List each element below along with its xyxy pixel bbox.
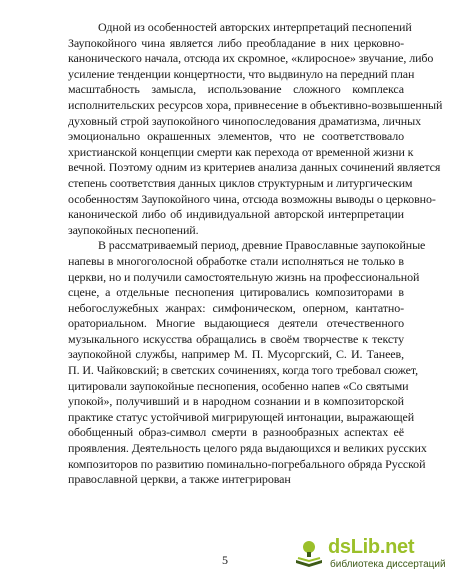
text-line: христианской концепции смерти как перехода от временной жизни к: [68, 144, 414, 159]
text-line: композиторов по развитию поминально-погребального обряда Русской: [68, 456, 426, 471]
text-line: православной церкви, а также интегрирован: [68, 472, 291, 487]
text-line: масштабность замысла, использование сложного комплекса: [68, 82, 404, 97]
watermark-subtitle: библиотека диссертаций: [330, 559, 446, 570]
text-line: небогослужебных жанрах: симфоническом, оперном, кантатно-: [68, 300, 404, 315]
text-line: особенностям Заупокойного чина, отсюда возможны выводы о церковно-: [68, 191, 436, 206]
text-line: Одной из особенностей авторских интерпретаций песнопений: [98, 20, 412, 34]
dslib-watermark: [292, 536, 446, 576]
text-line: музыкального искусства обращались в своём творчестве к тексту: [68, 331, 404, 346]
text-line: ораториальном. Многие выдающиеся деятели отечественного: [68, 316, 404, 331]
text-line: заупокойной службы, например М. П. Мусоргский, С. И. Танеев,: [68, 347, 404, 362]
text-line: духовный строй заупокойного чинопоследования драматизма, личных: [68, 113, 421, 128]
text-line: заупокойных песнопений.: [68, 222, 199, 237]
text-line: упокой», получивший и в народном сознании и в композиторской: [68, 394, 404, 409]
text-line: цитировали заупокойные песнопения, особенно напев «Со святыми: [68, 378, 409, 393]
text-line: вечной. Поэтому одним из критериев анализа данных сочинений является: [68, 160, 441, 175]
text-line: Заупокойного чина является либо преобладание в них церковно-: [68, 35, 404, 50]
text-line: канонического начала, отсюда их скромное, «клиросное» звучание, либо: [68, 51, 434, 66]
text-line: практике статус устойчивой мигрирующей интонации, выражающей: [68, 409, 415, 424]
text-line: исполнительских ресурсов хора, привнесение в объективно-возвышенный: [68, 97, 443, 112]
text-line: церкви, но и получили самостоятельную жизнь на профессиональной: [68, 269, 420, 284]
text-line: усиление тенденции концертности, что выдвинуло на передний план: [68, 66, 415, 81]
text-line: эмоционально окрашенных элементов, что не соответствовало: [68, 129, 404, 144]
book-lamp-icon: [292, 536, 326, 570]
text-line: В рассматриваемый период, древние Православные заупокойные: [98, 238, 426, 253]
text-line: сцене, а отдельные песнопения цитировались композиторами в: [68, 285, 404, 300]
text-line: обобщенный образ-символ смерти в разнообразных аспектах её: [68, 425, 404, 440]
text-line: канонической либо об индивидуальной авторской интерпретации: [68, 207, 404, 222]
text-line: степень соответствия данных циклов структурным и литургическим: [68, 175, 413, 190]
text-line: проявления. Деятельность целого ряда выдающихся и великих русских: [68, 441, 427, 456]
body-text: [68, 20, 443, 488]
text-line: П. И. Чайковский; в светских сочинениях, когда того требовал сюжет,: [68, 363, 419, 378]
page-number: 5: [222, 553, 228, 567]
watermark-brand: dsLib.net: [328, 536, 415, 558]
text-line: напевы в многоголосной обработке стали исполняться не только в: [68, 253, 404, 268]
